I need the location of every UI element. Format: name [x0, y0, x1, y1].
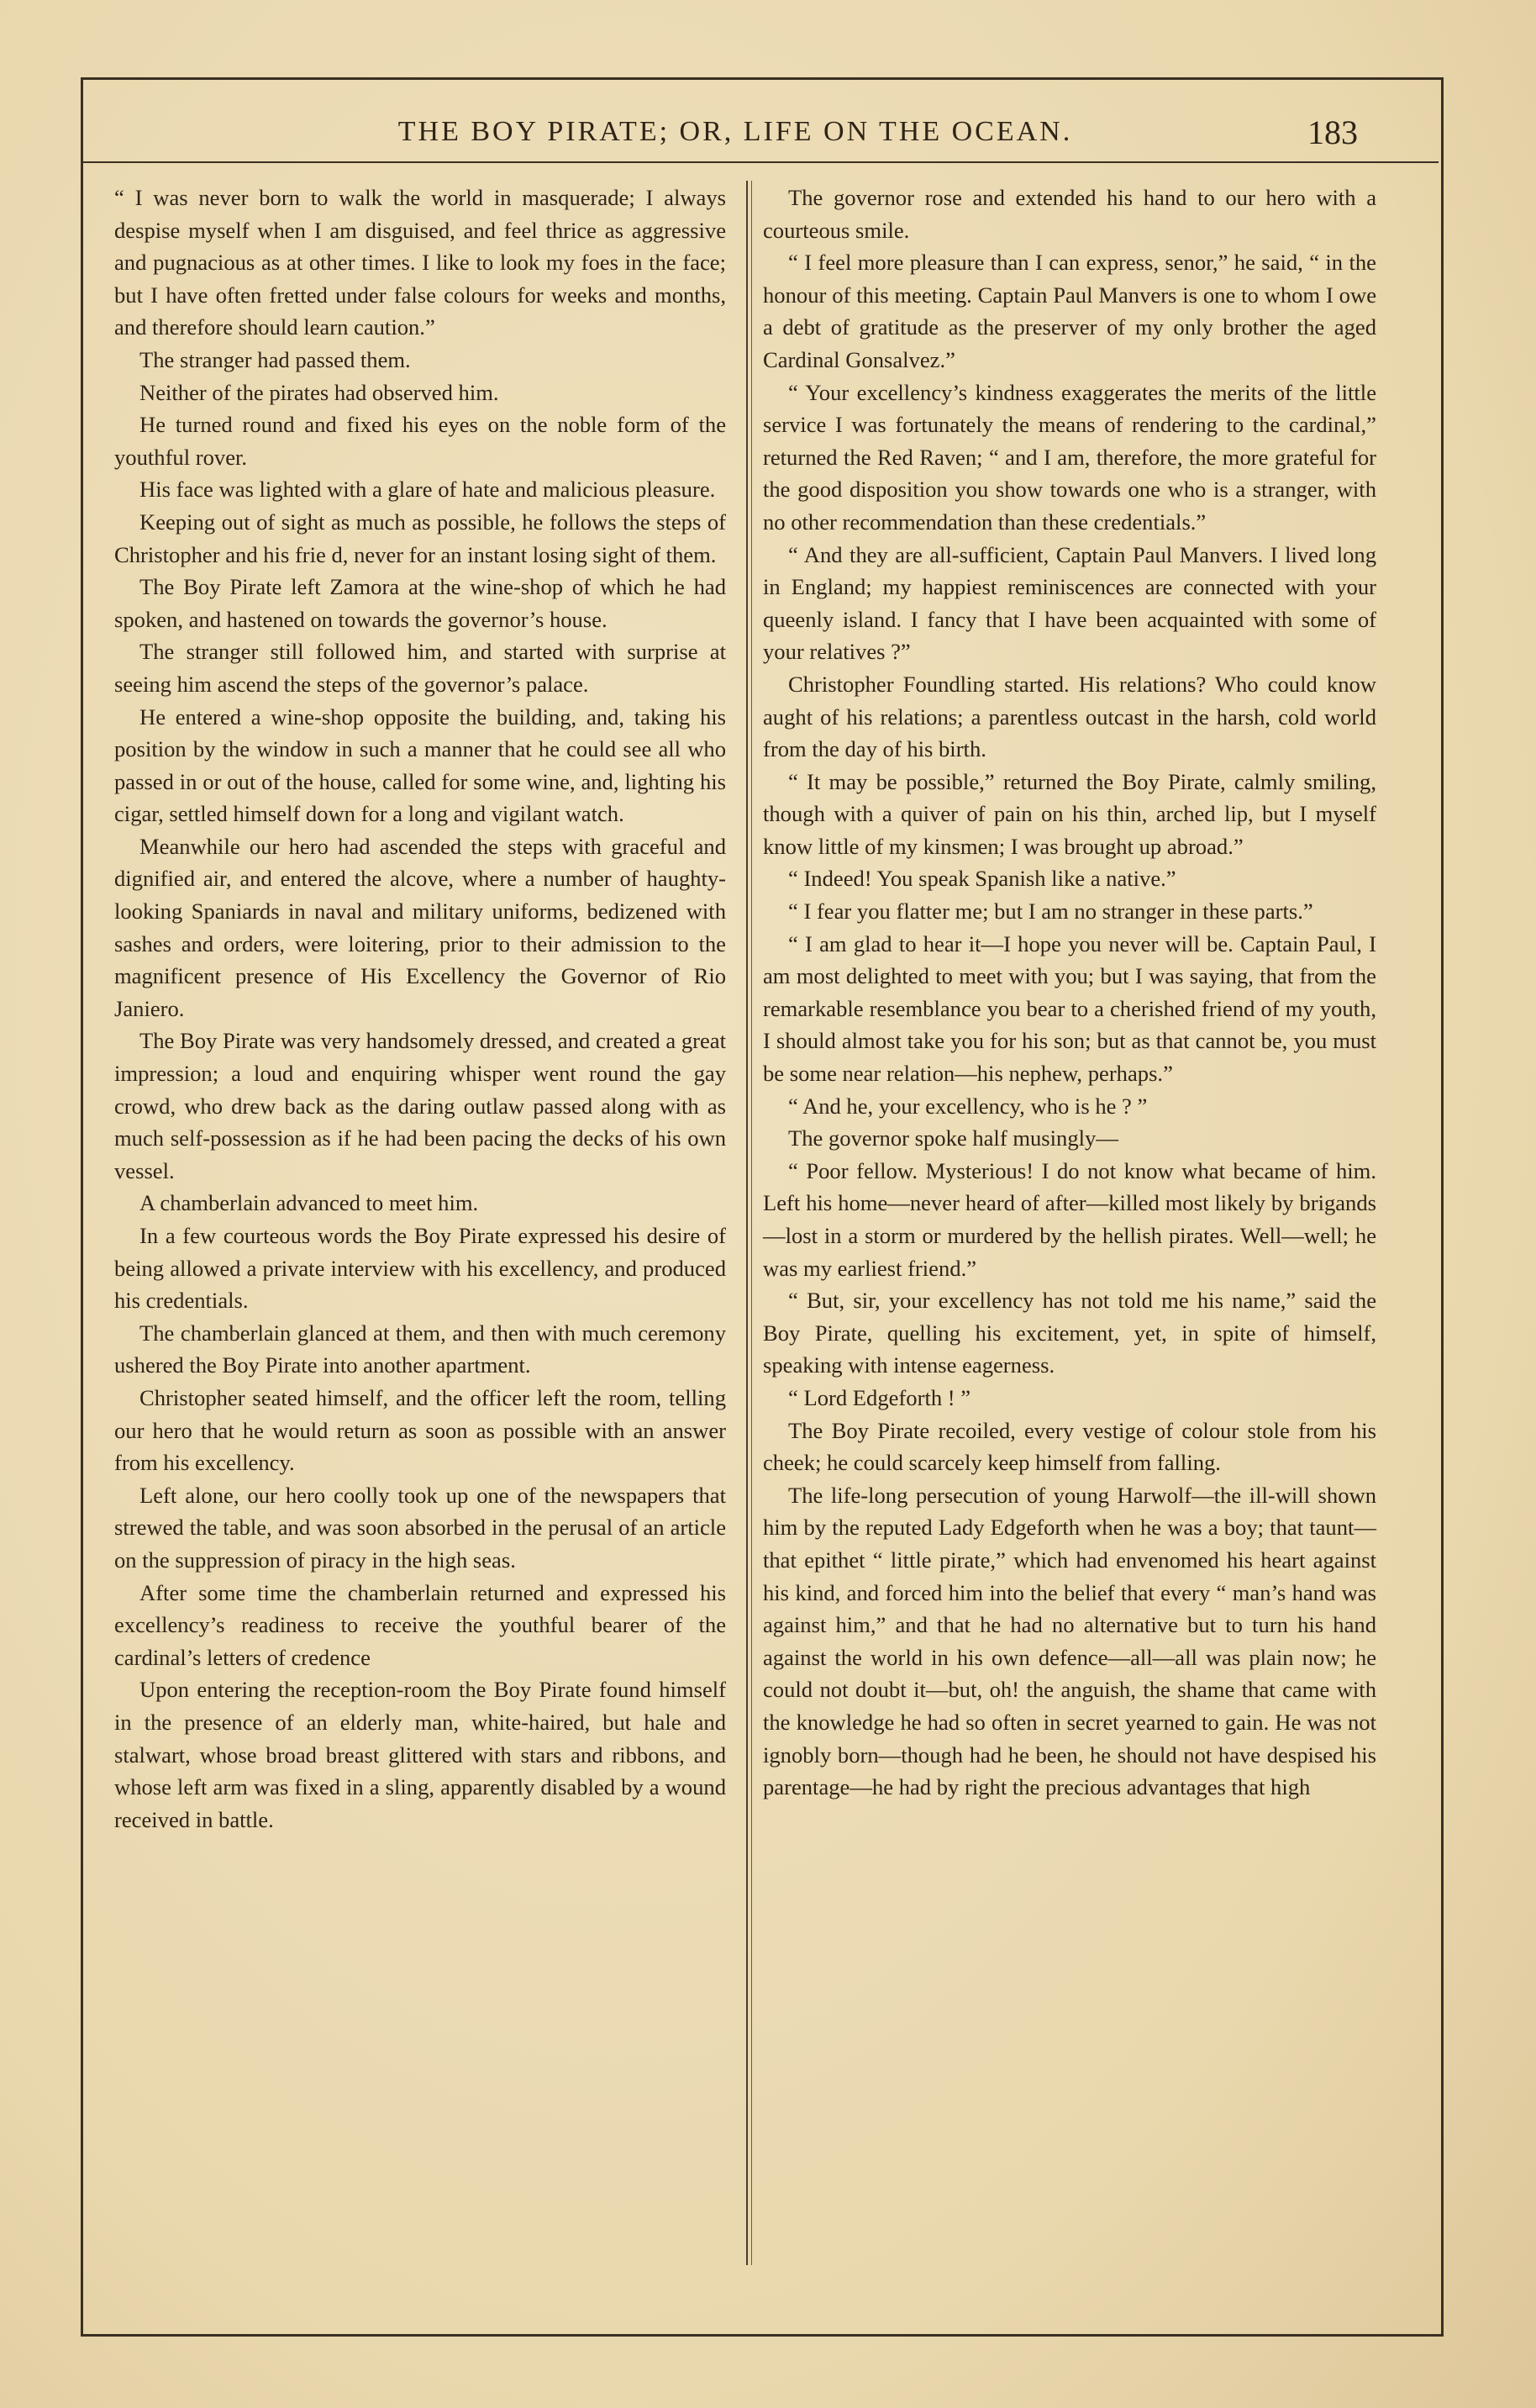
- paragraph: He turned round and fixed his eyes on the noble form of the youthful rover.: [114, 412, 726, 470]
- paragraph: The governor rose and extended his hand to our hero with a courteous smile.: [763, 185, 1376, 243]
- paragraph: “ But, sir, your excellency has not told me his name,” said the Boy Pirate, quelling his excitement, yet, in spite of himself, speaking with intense eagerness.: [763, 1288, 1376, 1378]
- frame-bottom-rule: [81, 2334, 1441, 2337]
- column-divider-inner: [751, 181, 752, 2265]
- paragraph: Keeping out of sight as much as possible, he follows the steps of Christopher and his frie d, never for an instant losing sight of them.: [114, 508, 726, 567]
- paragraph: “ Your excellency’s kindness exaggerates the merits of the little service I was fortunately the means of rendering to the cardinal,” returned the Red Raven; “ and I am, therefore, the more grateful for the good disposition you show towards one who is a stranger, with no other recommendation than these credentials.”: [763, 379, 1376, 535]
- paragraph: In a few courteous words the Boy Pirate expressed his desire of being allowed a private interview with his excellency, and produced his credentials.: [114, 1223, 726, 1314]
- header-rule: [83, 161, 1439, 163]
- paragraph: He entered a wine-shop opposite the building, and, taking his position by the window in such a manner that he could see all who passed in or out of the house, called for some wine, and, lighting his cigar, settled himself down for a long and vigilant watch.: [114, 703, 726, 827]
- paragraph: The chamberlain glanced at them, and then with much ceremony ushered the Boy Pirate into another apartment.: [114, 1320, 726, 1378]
- paragraph: “ And he, your excellency, who is he ? ”: [788, 1093, 1148, 1119]
- paragraph: The Boy Pirate recoiled, every vestige of colour stole from his cheek; he could scarcely keep himself from falling.: [763, 1417, 1376, 1476]
- paragraph: Upon entering the reception-room the Boy Pirate found himself in the presence of an elderly man, white-haired, but hale and stalwart, whose broad breast glittered with stars and ribbons, and whose left arm was fixed in a sling, apparently disabled by a wound received in battle.: [114, 1677, 726, 1832]
- paragraph: The governor spoke half musingly—: [788, 1125, 1118, 1151]
- paragraph: “ Indeed! You speak Spanish like a native.”: [788, 866, 1176, 892]
- left-column: [114, 182, 726, 1836]
- column-divider: [746, 181, 748, 2265]
- paragraph: “ Poor fellow. Mysterious! I do not know what became of him. Left his home—never heard of after—killed most likely by brigands—lost in a storm or murdered by the hellish pirates. Well—well; he was my earliest friend.”: [763, 1157, 1376, 1281]
- paragraph: The Boy Pirate was very handsomely dressed, and created a great impression; a loud and enquiring whisper went round the gay crowd, who drew back as the daring outlaw passed along with as much self-possession as if he had been pacing the decks of his own vessel.: [114, 1028, 726, 1183]
- paragraph: Left alone, our hero coolly took up one of the newspapers that strewed the table, and was soon absorbed in the perusal of an article on the suppression of piracy in the high seas.: [114, 1482, 726, 1573]
- paragraph: “ I fear you flatter me; but I am no stranger in these parts.”: [788, 898, 1313, 925]
- paragraph: “ I am glad to hear it—I hope you never will be. Captain Paul, I am most delighted to meet with you; but I was saying, that from the remarkable resemblance you bear to a cherished friend of my youth, I should almost take you for his son; but as that cannot be, you must be some near relation—his nephew, perhaps.”: [763, 930, 1376, 1087]
- paragraph: Christopher Foundling started. His relations? Who could know aught of his relations; a parentless outcast in the harsh, cold world from the day of his birth.: [763, 671, 1376, 762]
- paragraph: “ Lord Edgeforth ! ”: [788, 1384, 971, 1410]
- paragraph: The stranger still followed him, and started with surprise at seeing him ascend the steps of the governor’s palace.: [114, 639, 726, 697]
- paragraph: A chamberlain advanced to meet him.: [139, 1190, 479, 1216]
- paragraph: “ I was never born to walk the world in masquerade; I always despise myself when I am disguised, and feel thrice as aggressive and pugnacious as at other times. I like to look my foes in the face; but I have often fretted under false colours for weeks and months, and therefore should learn caution.”: [114, 185, 726, 340]
- paragraph: “ And they are all-sufficient, Captain Paul Manvers. I lived long in England; my happiest reminiscences are connected with your queenly island. I fancy that I have been acquainted with some of your relatives ?”: [763, 541, 1376, 665]
- running-header-title: THE BOY PIRATE; OR, LIFE ON THE OCEAN.: [397, 116, 1073, 147]
- paragraph: The Boy Pirate left Zamora at the wine-shop of which he had spoken, and hastened on towards the governor’s house.: [114, 574, 726, 632]
- frame-top-rule: [81, 77, 1441, 80]
- paragraph: Neither of the pirates had observed him.: [139, 379, 499, 405]
- paragraph: After some time the chamberlain returned and expressed his excellency’s readiness to receive the youthful bearer of the cardinal’s letters of credence: [114, 1579, 726, 1670]
- paragraph: His face was lighted with a glare of hate and malicious pleasure.: [139, 477, 716, 503]
- paragraph: Christopher seated himself, and the officer left the room, telling our hero that he would return as soon as possible with an answer from his excellency.: [114, 1384, 726, 1476]
- paragraph: The life-long persecution of young Harwolf—the ill-will shown him by the reputed Lady Edgeforth when he was a boy; that taunt—that epithet “ little pirate,” which had envenomed his heart against his kind, and forced him into the belief that every “ man’s hand was against him,” and that he had no alternative but to turn his hand against the world in his own defence—all—all was plain now; he could not doubt it—but, oh! the anguish, the shame that came with the knowledge he had so often in secret yearned to gain. He was not ignobly born—though had he been, he should not have despised his parentage—he had by right the precious advantages that high: [763, 1482, 1376, 1800]
- paragraph: The stranger had passed them.: [139, 346, 411, 372]
- paragraph: “ I feel more pleasure than I can express, senor,” he said, “ in the honour of this meeting. Captain Paul Manvers is one to whom I owe a debt of gratitude as the preserver of my only brother the aged Cardinal Gonsalvez.”: [763, 250, 1376, 372]
- right-column: [763, 182, 1376, 1804]
- paragraph: “ It may be possible,” returned the Boy Pirate, calmly smiling, though with a quiver of pain on his thin, arched lip, but I myself know little of my kinsmen; I was brought up abroad.”: [763, 768, 1376, 859]
- paragraph: Meanwhile our hero had ascended the steps with graceful and dignified air, and entered the alcove, where a number of haughty-looking Spaniards in naval and military uniforms, bedizened with sashes and orders, were loitering, prior to their admission to the magnificent presence of His Excellency the Governor of Rio Janiero.: [114, 833, 726, 1021]
- page-number: 183: [1307, 113, 1358, 151]
